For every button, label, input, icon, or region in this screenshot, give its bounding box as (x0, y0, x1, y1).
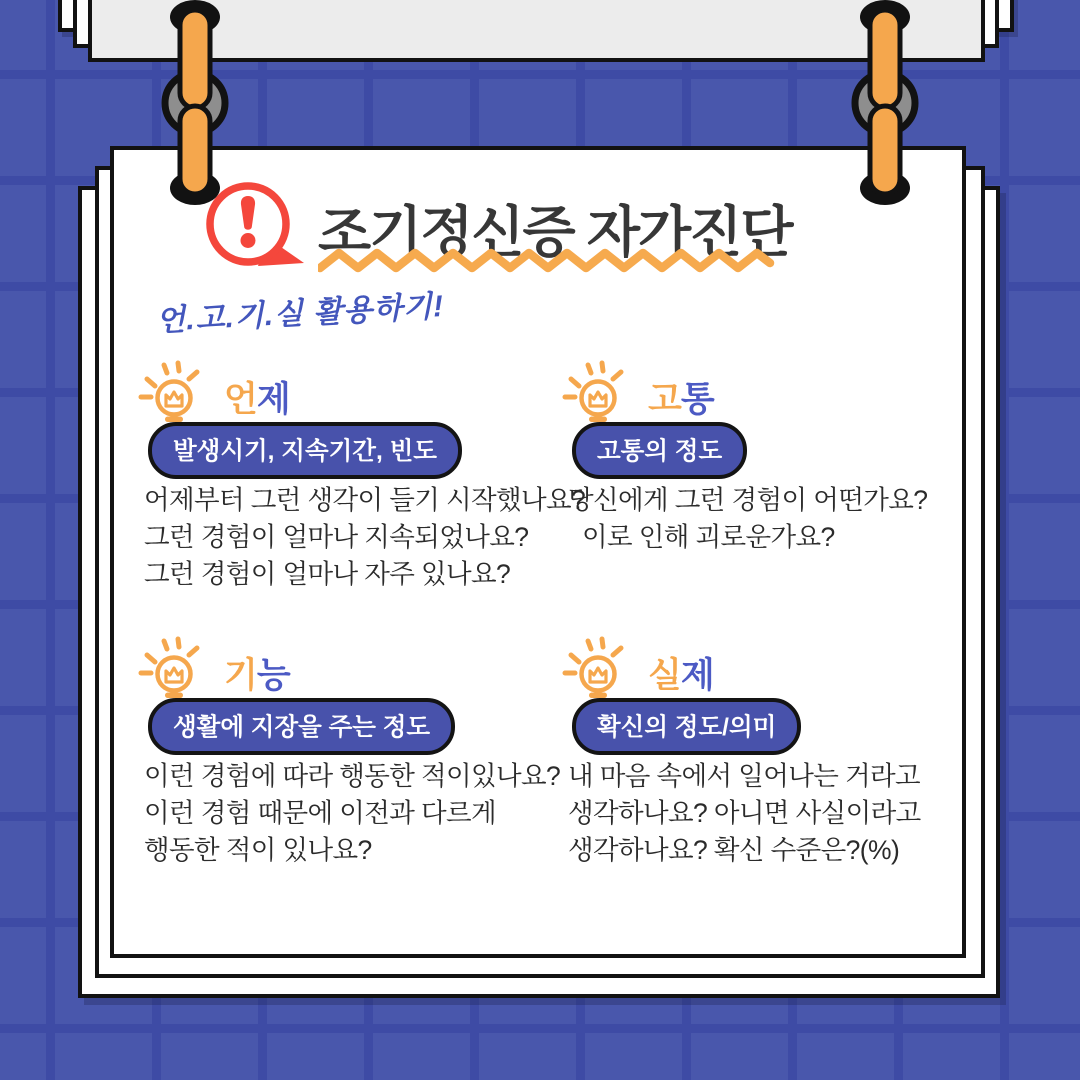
question-line: 내 마음 속에서 일어나는 거라고 (568, 761, 921, 791)
section-title: 기능 (224, 656, 290, 695)
section-questions (144, 758, 560, 869)
question-line: 어제부터 그런 생각이 들기 시작했나요? (144, 485, 586, 515)
wavy-underline (318, 246, 776, 276)
section-badge: 고통의 정도 (572, 422, 747, 479)
question-line: 행동한 적이 있나요? (144, 835, 372, 865)
binder-ring-left-icon (155, 0, 235, 212)
section-function (138, 632, 576, 882)
section-badge: 생활에 지장을 주는 정도 (148, 698, 455, 755)
question-line: 그런 경험이 얼마나 자주 있나요? (144, 559, 511, 589)
section-questions (144, 482, 585, 593)
section-questions (568, 482, 927, 556)
question-line: 생각하나요? 확신 수준은?(%) (568, 835, 900, 865)
binder-ring-right-icon (845, 0, 925, 212)
section-questions (568, 758, 921, 869)
section-title: 고통 (648, 380, 714, 419)
question-line: 이런 경험 때문에 이전과 다르게 (144, 798, 497, 828)
section-title: 언제 (224, 380, 290, 419)
question-line: 이런 경험에 따라 행동한 적이있나요? (144, 761, 561, 791)
section-pain (562, 356, 1000, 606)
question-line: 이로 인해 괴로운가요? (582, 522, 835, 552)
handwritten-note: 언.고.기.실 활용하기! (155, 289, 445, 338)
section-reality (562, 632, 1000, 882)
section-title: 실제 (648, 656, 714, 695)
section-badge: 확신의 정도/의미 (572, 698, 801, 755)
question-line: 그런 경험이 얼마나 지속되었나요? (144, 522, 529, 552)
question-line: 생각하나요? 아니면 사실이라고 (568, 798, 921, 828)
question-line: 당신에게 그런 경험이 어떤가요? (568, 485, 928, 515)
section-when (138, 356, 586, 606)
section-badge: 발생시기, 지속기간, 빈도 (148, 422, 462, 479)
page-title: 조기정신증 자가진단 (318, 201, 792, 263)
